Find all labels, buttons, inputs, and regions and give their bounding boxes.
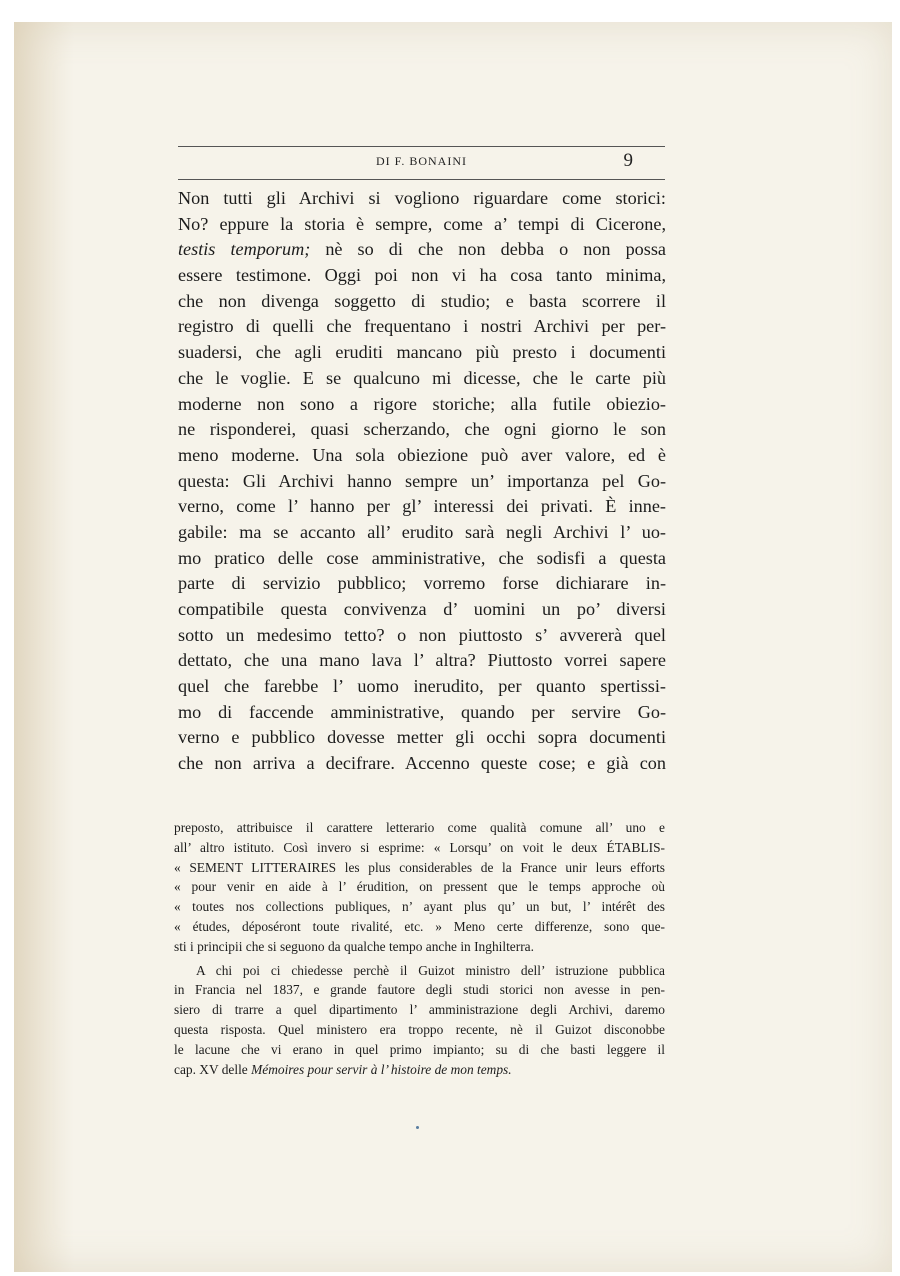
text-line: mo pratico delle cose amministrative, che sodisfi a questa [178,547,666,568]
text-line: No? eppure la storia è sempre, come a’ tempi di Cicerone, [178,213,666,234]
text-line: essere testimone. Oggi poi non vi ha cosa tanto minima, [178,265,666,286]
text-line: sotto un medesimo tetto? o non piuttosto s’ avvererà quel [178,624,666,645]
running-head [178,150,665,174]
footnote-line: « études, déposéront toute rivalité, etc. » Meno certe differenze, sono que- [174,918,665,934]
footnote-line: « pour venir en aide à l’ érudition, on pressent que le temps approche où [174,879,665,895]
footnote-line: « SEMENT LITTERAIRES les plus considerables de la France unir leurs efforts [174,859,665,875]
main-text-block [178,186,666,777]
text-line: moderne non sono a rigore storiche; alla futile obiezio- [178,393,666,414]
footnote-book-title: Mémoires pour servir à l’ histoire de mon temps. [251,1061,512,1077]
text-line-with-italic [178,237,666,263]
text-line: compatibile questa convivenza d’ uomini un po’ diversi [178,599,666,619]
text-line: suadersi, che agli eruditi mancano più presto i documenti [178,342,666,363]
text-line: meno moderne. Una sola obiezione può aver valore, ed è [178,444,666,465]
text-line: mo di faccende amministrative, quando per servire Go- [178,701,666,722]
text-line: parte di servizio pubblico; vorremo forse dichiarare in- [178,573,666,594]
footnote-line: A chi poi ci chiedesse perchè il Guizot ministro dell’ istruzione pubblica [196,962,665,978]
text-line: verno e pubblico dovesse metter gli occhi sopra documenti [178,727,666,748]
text-line: registro di quelli che frequentano i nostri Archivi per per- [178,316,666,337]
paper-edge-shading [14,22,74,1272]
footnote-line: in Francia nel 1837, e grande fautore degli studi storici non avesse in pen- [174,982,665,998]
text-line: verno, come l’ hanno per gl’ interessi dei privati. È inne- [178,496,666,517]
page-number: 9 [623,150,633,171]
header-rule-bottom [178,179,665,180]
header-rule-top [178,146,665,147]
text-line: Non tutti gli Archivi si vogliono riguardare come storici: [178,188,666,208]
text-line: che non arriva a decifrare. Accenno queste cose; e già con [178,753,666,774]
footnote-line: preposto, attribuisce il carattere letterario come qualità comune all’ uno e [174,820,665,835]
text-line: dettato, che una mano lava l’ altra? Piuttosto vorrei sapere [178,650,666,671]
text-line: gabile: ma se accanto all’ erudito sarà negli Archivi l’ uo- [178,521,666,542]
footnote-last-line [174,1060,665,1080]
text-line: questa: Gli Archivi hanno sempre un’ importanza pel Go- [178,470,666,491]
italic-phrase: testis temporum; [178,239,311,260]
ink-speck [416,1126,419,1129]
text-line: quel che farebbe l’ uomo inerudito, per quanto spertissi- [178,676,666,697]
footnote-line: « toutes nos collections publiques, n’ ayant plus qu’ un but, l’ intérêt des [174,899,665,915]
footnote-last-prefix: cap. XV delle [174,1061,252,1077]
footnote-line: questa risposta. Quel ministero era troppo recente, nè il Guizot disconobbe [174,1021,665,1037]
italic-line-rest: nè so di che non debba o non possa [310,239,666,260]
footnote-line: all’ altro istituto. Così invero si esprime: « Lorsqu’ on voit le deux ÉTABLIS- [174,839,665,855]
running-title: DI F. BONAINI [375,154,468,168]
footnote-line: le lacune che vi erano in quel primo impianto; su di che basti leggere il [174,1041,665,1057]
text-line: ne risponderei, quasi scherzando, che ogni giorno le son [178,419,666,440]
footnote-line: siero di trarre a quel dipartimento l’ amministrazione degli Archivi, daremo [174,1002,665,1018]
text-line: che non divenga soggetto di studio; e basta scorrere il [178,290,666,311]
text-line: che le voglie. E se qualcuno mi dicesse, che le carte più [178,367,666,388]
footnotes-block [174,818,665,1079]
footnote-line: sti i principii che si seguono da qualche tempo anche in Inghilterra. [174,938,534,954]
